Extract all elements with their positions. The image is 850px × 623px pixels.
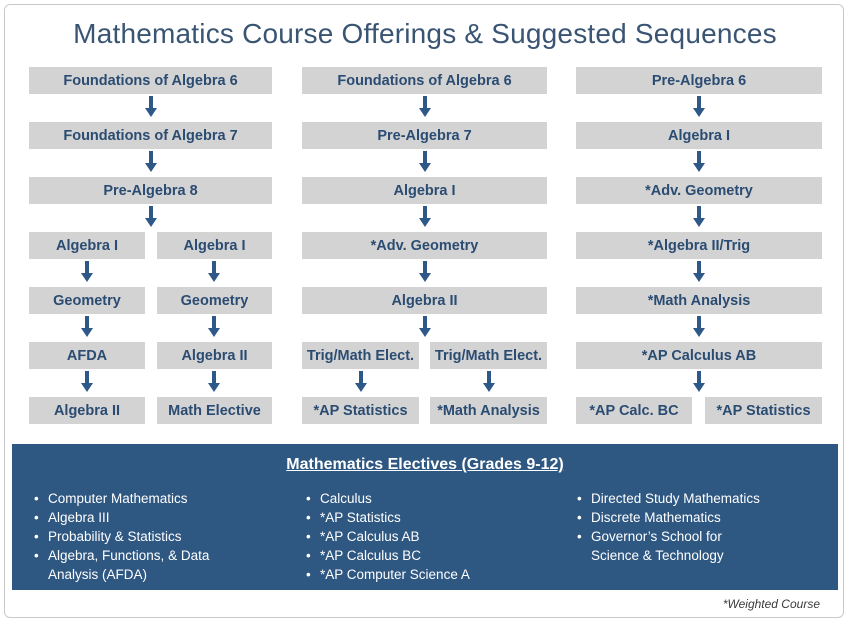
down-arrow-icon bbox=[419, 206, 431, 228]
list-item: • Algebra, Functions, & Data Analysis (AFDA) bbox=[34, 546, 238, 584]
electives-list-1 bbox=[34, 489, 274, 584]
course-box: Foundations of Algebra 7 bbox=[29, 122, 272, 149]
down-arrow-icon bbox=[483, 371, 495, 393]
down-arrow-icon bbox=[693, 96, 705, 118]
electives-list-3 bbox=[577, 489, 817, 565]
course-box: Algebra II bbox=[302, 287, 547, 314]
page-title: Mathematics Course Offerings & Suggested Sequences bbox=[73, 18, 777, 49]
down-arrow-icon bbox=[145, 151, 157, 173]
course-box: Trig/Math Elect. bbox=[302, 342, 419, 369]
down-arrow-icon bbox=[208, 261, 220, 283]
list-item: • *AP Statistics bbox=[306, 508, 546, 527]
course-box: Pre-Algebra 7 bbox=[302, 122, 547, 149]
course-box: *AP Statistics bbox=[705, 397, 822, 424]
course-box: Foundations of Algebra 6 bbox=[29, 67, 272, 94]
list-item: • *AP Calculus AB bbox=[306, 527, 546, 546]
course-box: Algebra II bbox=[29, 397, 145, 424]
course-box: Algebra I bbox=[302, 177, 547, 204]
course-box: Trig/Math Elect. bbox=[430, 342, 547, 369]
down-arrow-icon bbox=[693, 371, 705, 393]
down-arrow-icon bbox=[419, 316, 431, 338]
down-arrow-icon bbox=[145, 206, 157, 228]
course-box: Geometry bbox=[157, 287, 272, 314]
down-arrow-icon bbox=[419, 151, 431, 173]
list-item: • Probability & Statistics bbox=[34, 527, 274, 546]
list-item: • Directed Study Mathematics bbox=[577, 489, 817, 508]
course-box: *AP Statistics bbox=[302, 397, 419, 424]
down-arrow-icon bbox=[355, 371, 367, 393]
course-box: *Adv. Geometry bbox=[302, 232, 547, 259]
down-arrow-icon bbox=[81, 371, 93, 393]
electives-list-2 bbox=[306, 489, 546, 584]
course-box: *Math Analysis bbox=[576, 287, 822, 314]
course-box: Geometry bbox=[29, 287, 145, 314]
down-arrow-icon bbox=[208, 316, 220, 338]
down-arrow-icon bbox=[145, 96, 157, 118]
list-item: • *AP Computer Science A bbox=[306, 565, 546, 584]
course-box: Foundations of Algebra 6 bbox=[302, 67, 547, 94]
down-arrow-icon bbox=[693, 151, 705, 173]
list-item: • Computer Mathematics bbox=[34, 489, 274, 508]
list-item: • Calculus bbox=[306, 489, 546, 508]
list-item: • *AP Calculus BC bbox=[306, 546, 546, 565]
list-item: • Discrete Mathematics bbox=[577, 508, 817, 527]
down-arrow-icon bbox=[81, 261, 93, 283]
course-box: Algebra II bbox=[157, 342, 272, 369]
course-box: *Algebra II/Trig bbox=[576, 232, 822, 259]
electives-title: Mathematics Electives (Grades 9-12) bbox=[286, 456, 564, 473]
course-box: *AP Calculus AB bbox=[576, 342, 822, 369]
down-arrow-icon bbox=[693, 206, 705, 228]
down-arrow-icon bbox=[81, 316, 93, 338]
down-arrow-icon bbox=[419, 96, 431, 118]
course-box: AFDA bbox=[29, 342, 145, 369]
down-arrow-icon bbox=[693, 261, 705, 283]
course-box: *Adv. Geometry bbox=[576, 177, 822, 204]
course-box: *Math Analysis bbox=[430, 397, 547, 424]
down-arrow-icon bbox=[208, 371, 220, 393]
course-box: Algebra I bbox=[157, 232, 272, 259]
course-box: Algebra I bbox=[576, 122, 822, 149]
course-box: Pre-Algebra 8 bbox=[29, 177, 272, 204]
list-item: • Algebra III bbox=[34, 508, 274, 527]
weighted-course-note: *Weighted Course bbox=[722, 597, 820, 611]
course-box: Algebra I bbox=[29, 232, 145, 259]
down-arrow-icon bbox=[693, 316, 705, 338]
electives-panel bbox=[12, 444, 838, 590]
list-item: • Governor’s School for Science & Technology bbox=[577, 527, 761, 565]
course-box: Pre-Algebra 6 bbox=[576, 67, 822, 94]
course-box: Math Elective bbox=[157, 397, 272, 424]
course-box: *AP Calc. BC bbox=[576, 397, 692, 424]
down-arrow-icon bbox=[419, 261, 431, 283]
